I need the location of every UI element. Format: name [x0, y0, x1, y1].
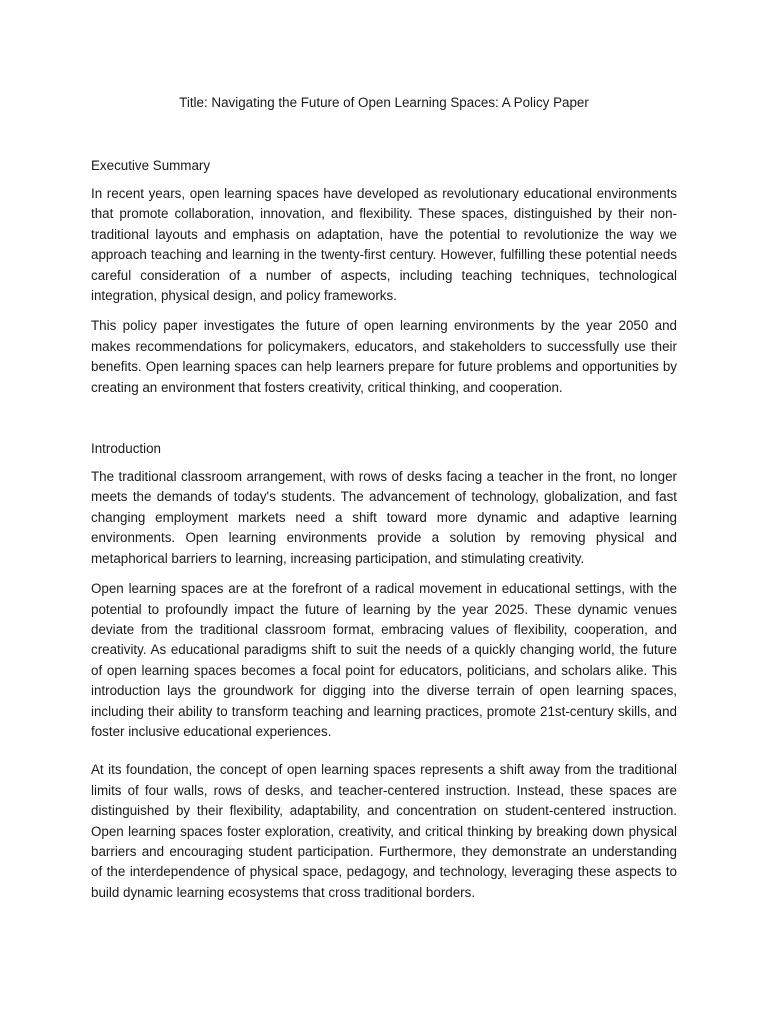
paragraph: At its foundation, the concept of open learning spaces represents a shift away from the traditional limits of four walls, rows of desks, and teacher-centered instruction. Instead, these spaces are distinguished by their flexibility, adaptability, and concentration on student-centered instruction. Open learning spaces foster exploration, creativity, and critical thinking by breaking down physical barriers and encouraging student participation. Furthermore, they demonstrate an understanding of the interdependence of physical space, pedagogy, and technology, leveraging these aspects to build dynamic learning ecosystems that cross traditional borders.	[91, 762, 677, 900]
paragraph: The traditional classroom arrangement, with rows of desks facing a teacher in the front, no longer meets the demands of today's students. The advancement of technology, globalization, and fast changing employment markets need a shift toward more dynamic and adaptive learning environments. Open learning environments provide a solution by removing physical and metaphorical barriers to learning, increasing participation, and stimulating creativity.	[91, 469, 677, 566]
section-introduction	[91, 439, 677, 903]
paragraph: This policy paper investigates the future of open learning environments by the year 2050 and makes recommendations for policymakers, educators, and stakeholders to successfully use their benefits. Open learning spaces can help learners prepare for future problems and opportunities by creating an environment that fosters creativity, critical thinking, and cooperation.	[91, 318, 677, 395]
paragraph: Open learning spaces are at the forefront of a radical movement in educational settings, with the potential to profoundly impact the future of learning by the year 2025. These dynamic venues deviate from the traditional classroom format, embracing values of flexibility, cooperation, and creativity. As educational paradigms shift to suit the needs of a quickly changing world, the future of open learning spaces becomes a focal point for educators, politicians, and scholars alike. This introduction lays the groundwork for digging into the diverse terrain of open learning spaces, including their ability to transform teaching and learning practices, promote 21st-century skills, and foster inclusive educational experiences.	[91, 581, 677, 739]
section-executive-summary	[91, 156, 677, 398]
document-title: Title: Navigating the Future of Open Learning Spaces: A Policy Paper	[179, 95, 589, 110]
section-heading-introduction: Introduction	[91, 441, 161, 457]
section-heading-executive-summary: Executive Summary	[91, 158, 211, 173]
paragraph: In recent years, open learning spaces have developed as revolutionary educational environments that promote collaboration, innovation, and flexibility. These spaces, distinguished by their non-traditional layouts and emphasis on adaptation, have the potential to revolutionize the way we approach teaching and learning in the twenty-first century. However, fulfilling these potential needs careful consideration of a number of aspects, including teaching techniques, technological integration, physical design, and policy frameworks.	[91, 186, 677, 304]
